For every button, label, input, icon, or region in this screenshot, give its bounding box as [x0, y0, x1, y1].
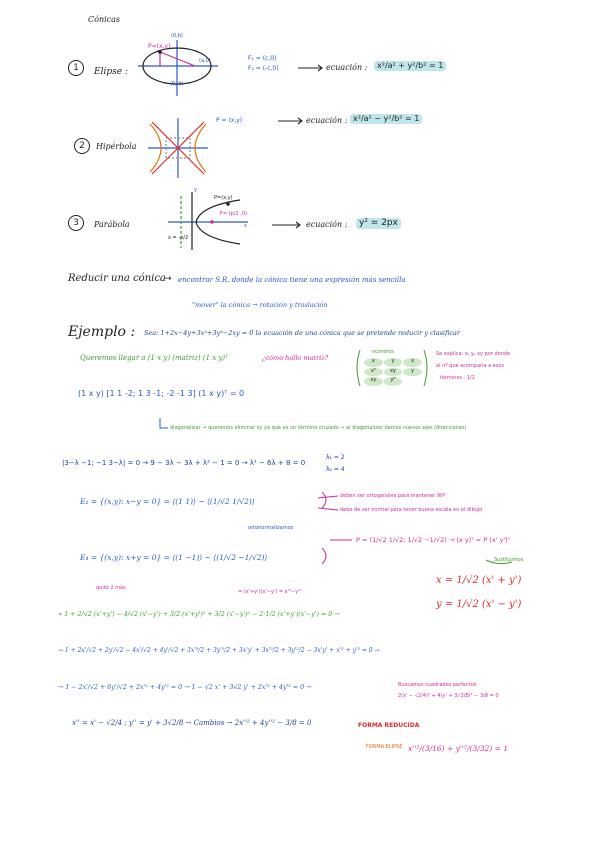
- ellipse-focus-2: F₂ = (-c,0): [248, 65, 279, 72]
- reduce-move: "mover" la cónica → rotación y traslación: [192, 301, 328, 309]
- example-statement: Sea: 1+2x−4y+3x²+3y²−2xy = 0 la ecuación de una cónica que se pretende reducir y clasificar: [144, 329, 460, 337]
- grid-cell: y: [384, 358, 403, 367]
- note-line-1: Se explica: x, y, xy por donde: [436, 351, 511, 357]
- p-matrix: P = (1/√2 1/√2; 1/√2 −1/√2) → (x y)ᵀ = P (x' y')ᵀ: [356, 536, 511, 544]
- reduced-form-label: FORMA ELIPSE: [366, 744, 403, 750]
- grid-cell: y²: [384, 377, 403, 386]
- hyperbola-label: Hipérbola: [96, 142, 137, 151]
- characteristic-equation: |3−λ −1; −1 3−λ| = 0 → 9 − 3λ − 3λ + λ² − 1 = 0 → λ² − 6λ + 8 = 0: [62, 459, 306, 467]
- derivation-line-3: → 1 − 2x'/√2 + 6y'/√2 + 2x'² + 4y'² = 0 → 1 − √2 x' + 3√2 y' + 2x'² + 4y'² = 0 →: [58, 684, 312, 691]
- parabola-label: Parábola: [94, 220, 130, 229]
- example-goal-question: ¿cómo hallo matriz?: [262, 354, 329, 362]
- ellipse-label: Elipse :: [94, 67, 128, 77]
- numbers-grid: [364, 358, 422, 386]
- orthonormalize-note: ortonormalizamos: [248, 525, 294, 531]
- parabola-eq-label: ecuación :: [306, 220, 348, 229]
- parabola-diagram: [168, 192, 248, 250]
- substitute-note: Sustituimos: [494, 557, 524, 563]
- eigenspace-4: E₄ = {(x,y): x+y = 0} = ⟨(1 −1)⟩ ~ ⟨(1/√2 −1/√2)⟩: [80, 553, 268, 562]
- perfect-squares-eq: 2(x' − √2/4)² + 4(y' + 3√2/8)² − 3/8 = 0: [398, 693, 499, 699]
- example-title: Ejemplo :: [68, 324, 136, 340]
- line1-note: = (x'+y')(x'−y') = x'²−y'²: [238, 589, 302, 595]
- x-substitution: x = 1/√2 (x' + y'): [436, 575, 522, 586]
- matrix-equation: (1 x y) [1 1 -2; 1 3 -1; -2 -1 3] (1 x y)ᵀ = 0: [78, 389, 245, 398]
- reduced-title: FORMA REDUCIDA: [358, 722, 420, 729]
- grid-cell: xy: [384, 368, 403, 377]
- derivation-line-2: → 1 + 2x'/√2 + 2y'/√2 − 4x'/√2 + 4y'/√2 + 3x'²/2 + 3y'²/2 + 3x'y' + 3x'²/2 + 3y'²/2 − 3x'y' + x'² + y'² = 0 →: [58, 647, 380, 654]
- hyperbola-eq-label: ecuación :: [306, 116, 348, 125]
- perfect-squares-note: Buscamos cuadrados perfectos: [398, 682, 477, 688]
- derivation-line-1: ∗ 1 + 2/√2 (x'+y') − 4/√2 (x'−y') + 3/2 (x'+y')² + 3/2 (x'−y')² − 2·1/2 (x'+y')(x'−y') = 0 →: [58, 611, 340, 618]
- ellipse-pt-top: (0,b): [171, 33, 183, 39]
- ellipse-pt-right: (a,0): [199, 58, 211, 64]
- grid-cell: y: [403, 368, 422, 377]
- ellipse-point: P=(x,y): [148, 43, 171, 50]
- reduce-arrow: →: [164, 274, 172, 284]
- reduced-equation: x''²/(3/16) + y''²/(3/32) = 1: [408, 744, 509, 753]
- hyperbola-equation: x²/a² − y²/b² = 1: [350, 114, 422, 124]
- orthogonal-note: deben ser ortogonales para mantener 90º: [340, 493, 446, 499]
- parabola-directrix: x = -p/2: [168, 235, 189, 241]
- lambda-2: λ₂ = 4: [326, 466, 345, 473]
- grid-cell: x: [364, 358, 383, 367]
- page-title: Cónicas: [88, 15, 121, 24]
- line1-note-2: quito 2 más: [96, 585, 126, 591]
- grid-cell: x: [403, 358, 422, 367]
- grid-cell: xy: [364, 377, 383, 386]
- hyperbola-diagram: [148, 118, 208, 178]
- hyperbola-point: P = (x,y): [216, 117, 243, 124]
- y-substitution: y = 1/√2 (x' − y'): [436, 599, 522, 610]
- normal-note: debe de ser normal para tener buena escala en el dibujo: [340, 507, 483, 513]
- note-line-2: el nº que acompaña a esos: [436, 363, 504, 369]
- grid-title: números: [372, 349, 394, 355]
- example-goal: Queremos llegar a (1 x y) (matriz) (1 x y)ᵀ: [80, 354, 229, 362]
- reduce-title: Reducir una cónica: [68, 273, 166, 284]
- lambda-1: λ₁ = 2: [326, 454, 345, 461]
- parabola-equation: y² = 2px: [356, 218, 401, 229]
- note-line-3: términos · 1/2: [440, 375, 475, 381]
- parabola-axis-y: y: [194, 187, 197, 193]
- ellipse-focus-1: F₁ = (c,0): [248, 55, 277, 62]
- eq-arrows: [272, 65, 322, 228]
- ellipse-pt-bottom: (0,-b): [170, 81, 184, 87]
- derivation-line-4: x'' = x' − √2/4 ; y'' = y' + 3√2/8 → Cambios → 2x''² + 4y''² − 3/8 = 0: [72, 719, 312, 727]
- ellipse-eq-label: ecuación :: [326, 63, 368, 72]
- parabola-focus: F= (p/2 ,0): [220, 211, 247, 217]
- ellipse-equation: x²/a² + y²/b² = 1: [374, 61, 446, 71]
- diagonalize-note: diagonalizar → queremos eliminar xy ya que es un término cruzado → al diagonalizar damos nuevos ejes (direcciones): [170, 425, 467, 431]
- section-number-2: 2: [74, 138, 90, 154]
- section-number-1: 1: [68, 60, 84, 76]
- eigenspace-2: E₂ = {(x,y): x−y = 0} = ⟨(1 1)⟩ ~ ⟨(1/√2 1/√2)⟩: [80, 497, 255, 506]
- parabola-point: P=(x,y): [214, 195, 233, 201]
- grid-cell: x²: [364, 368, 383, 377]
- section-number-3: 3: [68, 215, 84, 231]
- parabola-axis-x: x: [244, 223, 247, 229]
- reduce-description: encontrar S.R. donde la cónica tiene una expresión más sencilla: [178, 276, 406, 284]
